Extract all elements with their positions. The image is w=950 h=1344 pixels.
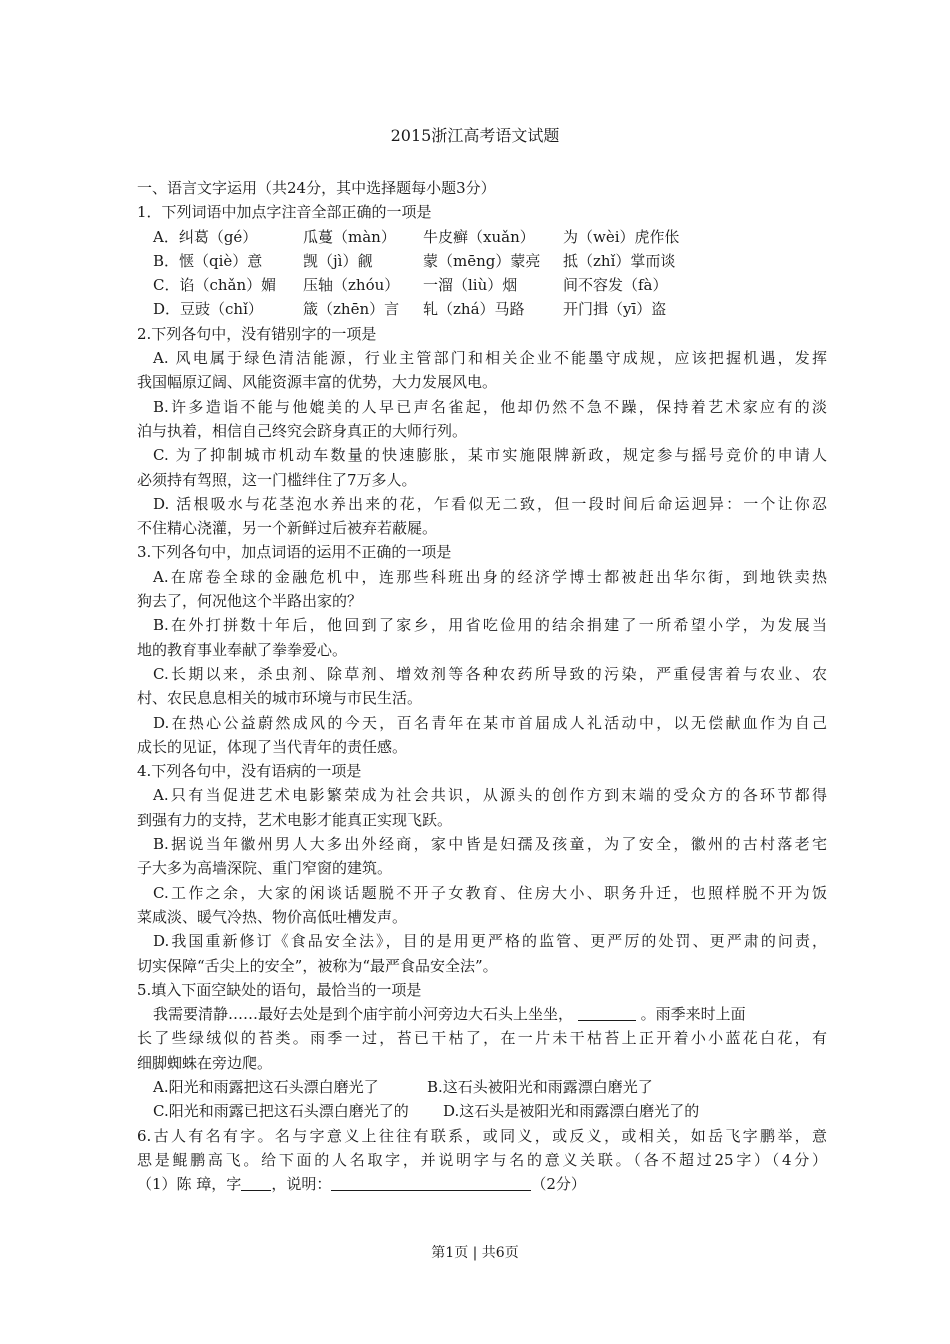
q1-c-word: 间不容发（fà） xyxy=(563,276,668,295)
q1-c-word: C．谄（chǎn）媚 xyxy=(153,276,277,295)
page-title: 2015浙江高考语文试题 xyxy=(390,126,560,145)
q5-passage-line: 长了些绿绒似的苔类。雨季一过，苔已干枯了，在一片未干枯苔上正开着小小蓝花白花，有 xyxy=(137,1029,827,1048)
q1-c-word: 一溜（liù）烟 xyxy=(423,276,518,295)
q1-b-word: 觊（jì）觎 xyxy=(303,251,373,270)
q6-sub-1 xyxy=(137,1172,827,1196)
q4-option-c-cont: 菜咸淡、暖气冷热、物价高低吐槽发声。 xyxy=(137,907,408,926)
q1-a-word: 瓜蔓（màn） xyxy=(303,227,396,246)
q5-options-row xyxy=(137,1075,827,1099)
q1-a-word: 为（wèi）虎作伥 xyxy=(563,227,680,246)
q2-option-b: B.许多造诣不能与他媲美的人早已声名雀起，他却仍然不急不躁，保持着艺术家应有的淡 xyxy=(153,397,827,416)
q4-option-a-cont: 到强有力的支持，艺术电影才能真正实现飞跃。 xyxy=(137,810,453,829)
q2-option-c-cont: 必须持有驾照，这一门槛绊住了7万多人。 xyxy=(137,470,417,489)
q5-passage-text: 。雨季来时上面 xyxy=(640,1005,746,1024)
q5-option-d: D.这石头是被阳光和雨露漂白磨光了的 xyxy=(443,1102,700,1121)
q1-d-word: D．豆豉（chǐ） xyxy=(153,300,263,319)
q4-option-d: D.我国重新修订《食品安全法》，目的是用更严格的监管、更严厉的处罚、更严肃的问责， xyxy=(153,932,827,951)
q3-option-c-cont: 村、农民息息相关的城市环境与市民生活。 xyxy=(137,689,423,708)
q1-option-row xyxy=(137,249,827,273)
q6-explanation-blank[interactable] xyxy=(331,1174,531,1191)
q4-option-b: B.据说当年徽州男人大多出外经商，家中皆是妇孺及孩童，为了安全，徽州的古村落老宅 xyxy=(153,835,827,854)
q2-option-d: D. 活根吸水与花茎泡水养出来的花，乍看似无二致，但一段时间后命运迥异：一个让你忍 xyxy=(153,494,827,513)
q3-option-d-cont: 成长的见证，体现了当代青年的责任感。 xyxy=(137,737,408,756)
q4-option-a: A.只有当促进艺术电影繁荣成为社会共识，从源头的创作方到末端的受众方的各环节都得 xyxy=(153,786,827,805)
q3-option-b-cont: 地的教育事业奉献了拳拳爱心。 xyxy=(137,640,348,659)
q1-b-word: 抵（zhǐ）掌而谈 xyxy=(563,251,676,270)
q5-option-c: C.阳光和雨露已把这石头漂白磨光了的 xyxy=(153,1102,409,1121)
q4-option-c: C.工作之余，大家的闲谈话题脱不开子女教育、住房大小、职务升迁，也照样脱不开为饭 xyxy=(153,883,827,902)
section-header: 一、语言文字运用（共24分，其中选择题每小题3分） xyxy=(137,179,496,197)
q4-option-b-cont: 子大多为高墙深院、重门窄窗的建筑。 xyxy=(137,859,393,878)
q1-b-word: B．惬（qiè）意 xyxy=(153,251,263,270)
q3-stem: 3.下列各句中，加点词语的运用不正确的一项是 xyxy=(137,543,452,562)
q3-option-b: B.在外打拼数十年后，他回到了家乡，用省吃俭用的结余捐建了一所希望小学，为发展当 xyxy=(153,616,827,635)
q1-option-row xyxy=(137,273,827,297)
q2-option-c: C. 为了抑制城市机动车数量的快速膨胀，某市实施限牌新政，规定参与摇号竞价的申请人 xyxy=(153,446,827,465)
q1-a-word: 牛皮癣（xuǎn） xyxy=(423,227,535,246)
q1-option-row xyxy=(137,225,827,249)
page-footer: 第1页 | 共6页 xyxy=(431,1245,519,1261)
q1-b-word: 蒙（mēng）蒙亮 xyxy=(423,251,541,270)
q3-option-a: A.在席卷全球的金融危机中，连那些科班出身的经济学博士都被赶出华尔街，到地铁卖热 xyxy=(153,567,827,586)
q2-option-b-cont: 泊与执着，相信自己终究会跻身真正的大师行列。 xyxy=(137,421,468,440)
q1-stem: 1．下列词语中加点字注音全部正确的一项是 xyxy=(137,203,432,222)
q5-passage-line xyxy=(137,1002,827,1026)
q1-c-word: 压轴（zhóu） xyxy=(303,276,400,295)
q3-option-c: C.长期以来，杀虫剂、除草剂、增效剂等各种农药所导致的污染，严重侵害着与农业、农 xyxy=(153,664,827,683)
q4-option-d-cont: 切实保障“舌尖上的安全”，被称为“最严食品安全法”。 xyxy=(137,956,498,975)
q2-option-a-cont: 我国幅原辽阔、风能资源丰富的优势，大力发展风电。 xyxy=(137,373,498,392)
q1-option-row xyxy=(137,297,827,321)
q6-zi-blank[interactable] xyxy=(241,1174,271,1191)
q1-d-word: 轧（zhá）马路 xyxy=(423,300,525,319)
q5-passage-line: 细脚蜘蛛在旁边爬。 xyxy=(137,1053,273,1072)
q3-option-d: D.在热心公益蔚然成风的今天，百名青年在某市首届成人礼活动中，以无偿献血作为自己 xyxy=(153,713,827,732)
q6-stem-cont: 思是鲲鹏高飞。给下面的人名取字，并说明字与名的意义关联。（各不超过25字）（4分） xyxy=(137,1150,827,1169)
q2-option-a: A. 风电属于绿色清洁能源，行业主管部门和相关企业不能墨守成规，应该把握机遇，发挥 xyxy=(153,349,827,368)
q5-passage-text: 我需要清静……最好去处是到个庙宇前小河旁边大石头上坐坐， xyxy=(153,1005,574,1024)
q5-stem: 5.填入下面空缺处的语句，最恰当的一项是 xyxy=(137,980,422,999)
exam-content xyxy=(137,176,827,1196)
q5-option-a: A.阳光和雨露把这石头漂白磨光了 xyxy=(153,1077,379,1096)
q6-stem: 6.古人有名有字。名与字意义上往往有联系，或同义，或反义，或相关，如岳飞字鹏举，意 xyxy=(137,1126,827,1145)
q6-sub-1-label: ，说明： xyxy=(271,1175,332,1194)
q1-d-word: 箴（zhēn）言 xyxy=(303,300,400,319)
q6-sub-1-score: （2分） xyxy=(531,1175,586,1194)
q1-a-word: A．纠葛（gé） xyxy=(153,227,258,246)
q2-option-d-cont: 不住精心浇灌，另一个新鲜过后被弃若蔽屣。 xyxy=(137,519,438,538)
q3-option-a-cont: 狗去了，何况他这个半路出家的？ xyxy=(137,592,363,611)
q1-d-word: 开门揖（yī）盗 xyxy=(563,300,667,319)
q5-options-row xyxy=(137,1099,827,1123)
q5-answer-blank xyxy=(578,1004,636,1021)
q6-sub-1-label: （1）陈 璋，字 xyxy=(137,1175,242,1194)
q4-stem: 4.下列各句中，没有语病的一项是 xyxy=(137,762,362,781)
q5-option-b: B.这石头被阳光和雨露漂白磨光了 xyxy=(427,1077,653,1096)
q2-stem: 2.下列各句中，没有错别字的一项是 xyxy=(137,324,377,343)
